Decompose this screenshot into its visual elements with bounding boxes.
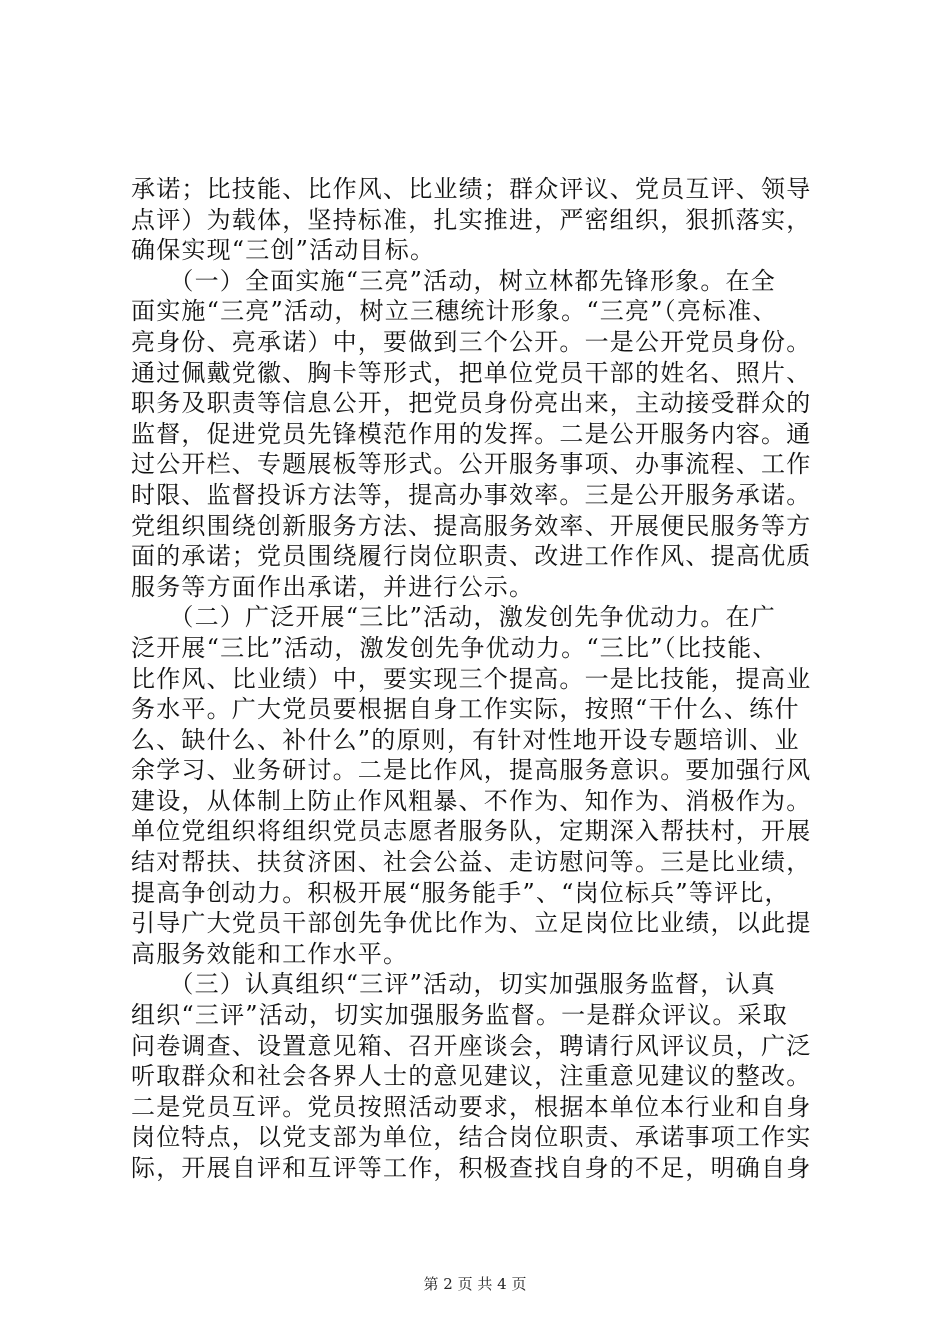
text-line: 监督，促进党员先锋模范作用的发挥。二是公开服务内容。通 (131, 419, 812, 448)
text-line: 高服务效能和工作水平。 (131, 939, 409, 968)
text-line: 党组织围绕创新服务方法、提高服务效率、开展便民服务等方 (131, 511, 812, 540)
text-line: 承诺；比技能、比作风、比业绩；群众评议、党员互评、领导 (131, 175, 812, 203)
text-line: 职务及职责等信息公开，把党员身份亮出来，主动接受群众的 (131, 389, 812, 418)
text-line: 过公开栏、专题展板等形式。公开服务事项、办事流程、工作 (131, 450, 812, 479)
text-line: 二是党员互评。党员按照活动要求，根据本单位本行业和自身 (131, 1092, 812, 1121)
text-line: 组织“三评”活动，切实加强服务监督。一是群众评议。采取 (131, 1001, 788, 1030)
text-line: 建设，从体制上防止作风粗暴、不作为、知作为、消极作为。 (131, 786, 812, 815)
text-line: 确保实现“三创”活动目标。 (131, 236, 436, 265)
text-line: 通过佩戴党徽、胸卡等形式，把单位党员干部的姓名、照片、 (131, 358, 812, 387)
text-line: 听取群众和社会各界人士的意见建议，注重意见建议的整改。 (131, 1062, 812, 1091)
text-line: 提高争创动力。积极开展“服务能手”、“岗位标兵”等评比， (131, 878, 790, 907)
text-line: 结对帮扶、扶贫济困、社会公益、走访慰问等。三是比业绩， (131, 848, 812, 877)
text-line: 泛开展“三比”活动，激发创先争优动力。“三比”（比技能、 (131, 633, 778, 662)
text-line: （二）广泛开展“三比”活动，激发创先争优动力。在广 (131, 603, 776, 632)
text-line: 点评）为载体，坚持标准，扎实推进，严密组织，狠抓落实， (131, 205, 812, 234)
text-line: 引导广大党员干部创先争优比作为、立足岗位比业绩，以此提 (131, 909, 812, 938)
text-line: （一）全面实施“三亮”活动，树立林都先锋形象。在全 (131, 266, 776, 295)
page-footer (0, 1274, 950, 1294)
text-line: 余学习、业务研讨。二是比作风，提高服务意识。要加强行风 (131, 756, 812, 785)
text-line: （三）认真组织“三评”活动，切实加强服务监督，认真 (131, 970, 776, 999)
text-line: 么、缺什么、补什么”的原则，有针对性地开设专题培训、业 (131, 725, 800, 754)
text-line: 服务等方面作出承诺，并进行公示。 (131, 572, 535, 601)
text-line: 比作风、比业绩）中，要实现三个提高。一是比技能，提高业 (131, 664, 812, 693)
text-line: 面实施“三亮”活动，树立三穗统计形象。“三亮”（亮标准、 (131, 297, 778, 326)
text-line: 单位党组织将组织党员志愿者服务队，定期深入帮扶村，开展 (131, 817, 812, 846)
document-body (131, 174, 831, 1184)
text-line: 亮身份、亮承诺）中，要做到三个公开。一是公开党员身份。 (131, 327, 812, 356)
text-line: 时限、监督投诉方法等，提高办事效率。三是公开服务承诺。 (131, 480, 812, 509)
page-number: 第 2 页 共 4 页 (423, 1275, 527, 1293)
text-line: 务水平。广大党员要根据自身工作实际，按照“干什么、练什 (131, 695, 800, 724)
text-line: 岗位特点，以党支部为单位，结合岗位职责、承诺事项工作实 (131, 1123, 812, 1152)
text-line: 问卷调查、设置意见箱、召开座谈会，聘请行风评议员，广泛 (131, 1031, 812, 1060)
text-line: 际，开展自评和互评等工作，积极查找自身的不足，明确自身 (131, 1154, 812, 1182)
text-line: 面的承诺；党员围绕履行岗位职责、改进工作作风、提高优质 (131, 542, 812, 571)
